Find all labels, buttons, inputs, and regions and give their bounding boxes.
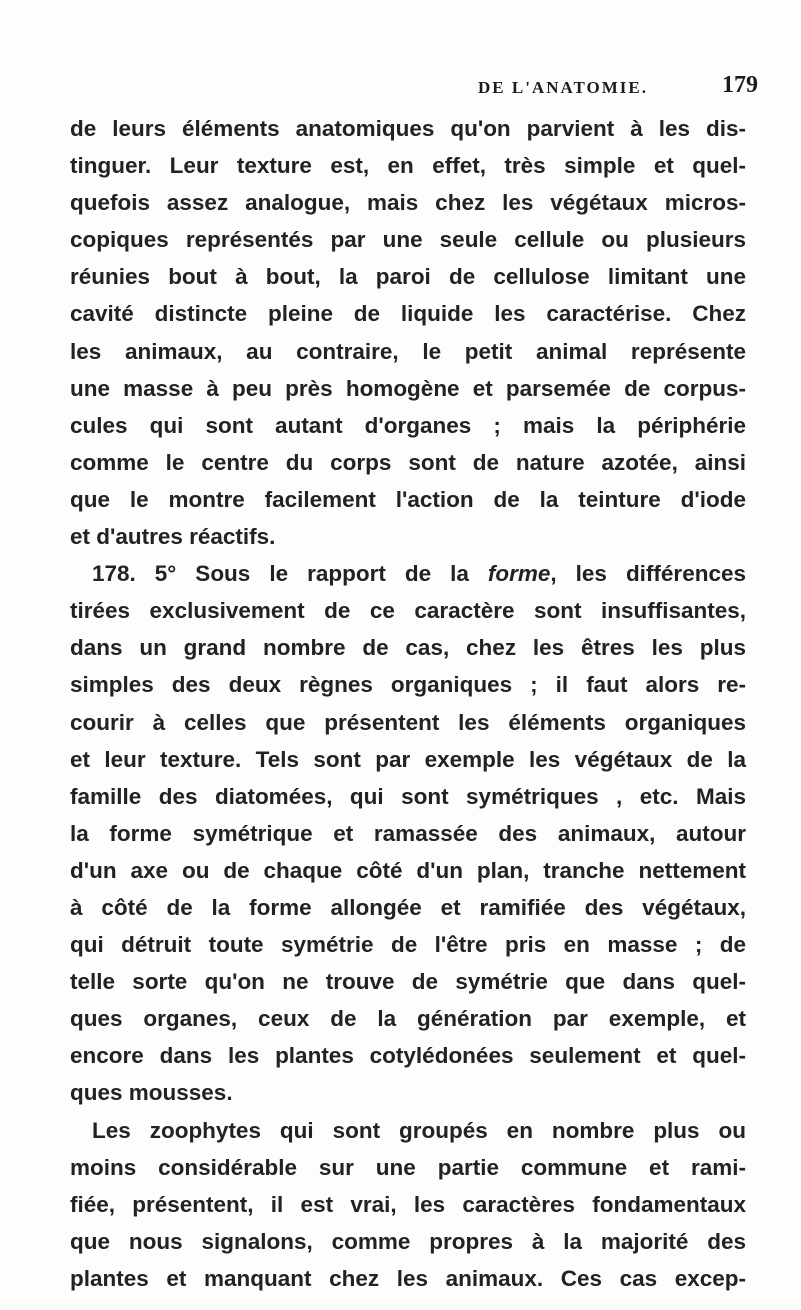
text-line: tinguer. Leur texture est, en effet, très simple et quel- xyxy=(70,153,746,179)
text-line: dans un grand nombre de cas, chez les êtres les plus xyxy=(70,635,746,661)
text-line: moins considérable sur une partie commune et rami- xyxy=(70,1154,746,1180)
text-line: cavité distincte pleine de liquide les caractérise. Chez xyxy=(70,301,746,327)
text-line: simples des deux règnes organiques ; il faut alors re- xyxy=(70,672,746,698)
text-line: à côté de la forme allongée et ramifiée des végétaux, xyxy=(70,894,746,920)
body-text xyxy=(70,110,746,1297)
running-title: DE L'ANATOMIE. xyxy=(478,78,649,97)
italic-term: forme xyxy=(487,561,551,587)
text-line: famille des diatomées, qui sont symétriques , etc. Mais xyxy=(70,783,746,809)
text-line: cules qui sont autant d'organes ; mais la périphérie xyxy=(70,412,746,438)
text-line: comme le centre du corps sont de nature azotée, ainsi xyxy=(70,449,746,475)
text-line: quefois assez analogue, mais chez les végétaux micros- xyxy=(70,190,746,216)
text-line: encore dans les plantes cotylédonées seulement et quel- xyxy=(70,1043,746,1069)
text-line: ques organes, ceux de la génération par exemple, et xyxy=(70,1006,746,1032)
text-line: réunies bout à bout, la paroi de cellulose limitant une xyxy=(70,264,746,290)
text-line: et leur texture. Tels sont par exemple les végétaux de la xyxy=(70,746,746,772)
paragraph-178-first-line xyxy=(70,555,746,592)
text-line: courir à celles que présentent les éléments organiques xyxy=(70,709,746,735)
text-line: les animaux, au contraire, le petit animal représente xyxy=(70,338,746,364)
text-line: Les zoophytes qui sont groupés en nombre plus ou xyxy=(92,1117,746,1143)
text-line: la forme symétrique et ramassée des animaux, autour xyxy=(70,820,746,846)
text-line: plantes et manquant chez les animaux. Ces cas excep- xyxy=(70,1265,746,1291)
text-line: que nous signalons, comme propres à la majorité des xyxy=(70,1228,746,1254)
text-line: fiée, présentent, il est vrai, les caractères fondamentaux xyxy=(70,1191,746,1217)
text-line: et d'autres réactifs. xyxy=(70,524,276,550)
text-line: d'un axe ou de chaque côté d'un plan, tranche nettement xyxy=(70,857,746,883)
text-line: une masse à peu près homogène et parsemée de corpus- xyxy=(70,375,746,401)
text-line: que le montre facilement l'action de la teinture d'iode xyxy=(70,486,746,512)
page-number: 179 xyxy=(722,72,758,98)
text-segment: 178. 5° Sous le rapport de la xyxy=(92,561,469,587)
text-line: copiques représentés par une seule cellule ou plusieurs xyxy=(70,227,746,253)
text-line: qui détruit toute symétrie de l'être pris en masse ; de xyxy=(70,932,746,958)
text-line: telle sorte qu'on ne trouve de symétrie que dans quel- xyxy=(70,969,746,995)
text-line: ques mousses. xyxy=(70,1080,233,1106)
text-segment: , les différences xyxy=(550,561,746,587)
text-line: tirées exclusivement de ce caractère sont insuffisantes, xyxy=(70,598,746,624)
text-line: de leurs éléments anatomiques qu'on parvient à les dis- xyxy=(70,116,746,141)
